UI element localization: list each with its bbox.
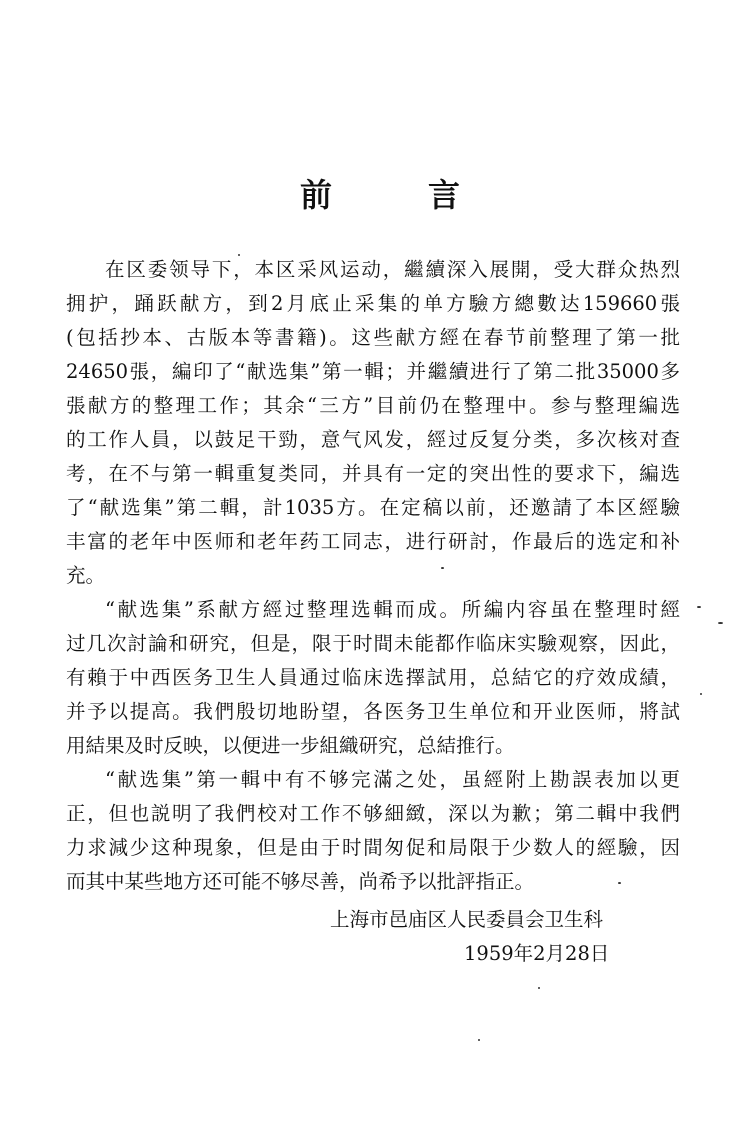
text-line: (包括抄本、古版本等書籍)。这些献方經在春节前整理了第一批 (66, 326, 680, 349)
scan-speck (618, 882, 621, 884)
text-line: 在区委领导下，本区采风运动，繼續深入展開，受大群众热烈 (105, 258, 680, 281)
text-line: “献选集”系献方經过整理选輯而成。所編内容虽在整理时經 (105, 598, 680, 621)
text-line: 过几次討論和研究，但是，限于时間未能都作临床实驗观察，因此， (66, 632, 680, 655)
scan-speck (700, 693, 702, 695)
scan-speck (478, 1039, 480, 1041)
text-line: 力求減少这种現象，但是由于时間匆促和局限于少数人的經驗，因 (66, 836, 680, 859)
text-line: 張献方的整理工作；其余“三方”目前仍在整理中。参与整理編选 (66, 394, 680, 417)
text-line: 而其中某些地方还可能不够尽善，尚希予以批評指正。 (66, 870, 535, 893)
text-line: 24650張，編印了“献选集”第一輯；并繼續进行了第二批35000多 (66, 360, 680, 383)
text-line: 考，在不与第一輯重复类同，并具有一定的突出性的要求下，編选 (66, 462, 680, 485)
text-line: 正，但也説明了我們校对工作不够細緻，深以为歉；第二輯中我們 (66, 802, 680, 825)
scan-speck (697, 606, 701, 608)
signature-date: 1959年2月28日 (464, 942, 610, 965)
text-line: 用結果及时反映，以便进一步組織研究，总結推行。 (66, 734, 515, 757)
title-char-2: 言 (427, 176, 460, 214)
scan-speck (238, 254, 240, 256)
text-line: 拥护，踊跃献方，到2月底止采集的单方驗方總數达159660張 (66, 292, 680, 315)
scan-speck (718, 622, 723, 624)
text-line: “献选集”第一輯中有不够完滿之处，虽經附上勘誤表加以更 (105, 768, 680, 791)
text-line: 丰富的老年中医师和老年药工同志，进行研討，作最后的选定和补 (66, 530, 680, 553)
text-line: 有賴于中西医务卫生人員通过临床选擇試用，总結它的疗效成績， (66, 666, 680, 689)
signature-organization: 上海市邑庙区人民委員会卫生科 (330, 908, 604, 931)
page-title (300, 170, 460, 216)
scan-speck (538, 987, 540, 989)
text-line: 了“献选集”第二輯，計1035方。在定稿以前，还邀請了本区經驗 (66, 496, 680, 519)
text-line: 并予以提高。我們殷切地盼望，各医务卫生单位和开业医师，將試 (66, 700, 680, 723)
text-line: 的工作人員，以鼓足干勁，意气风发，經过反复分类，多次核对查 (66, 428, 680, 451)
title-char-1: 前 (300, 176, 333, 214)
text-line: 充。 (66, 564, 106, 587)
scan-speck (441, 567, 444, 569)
